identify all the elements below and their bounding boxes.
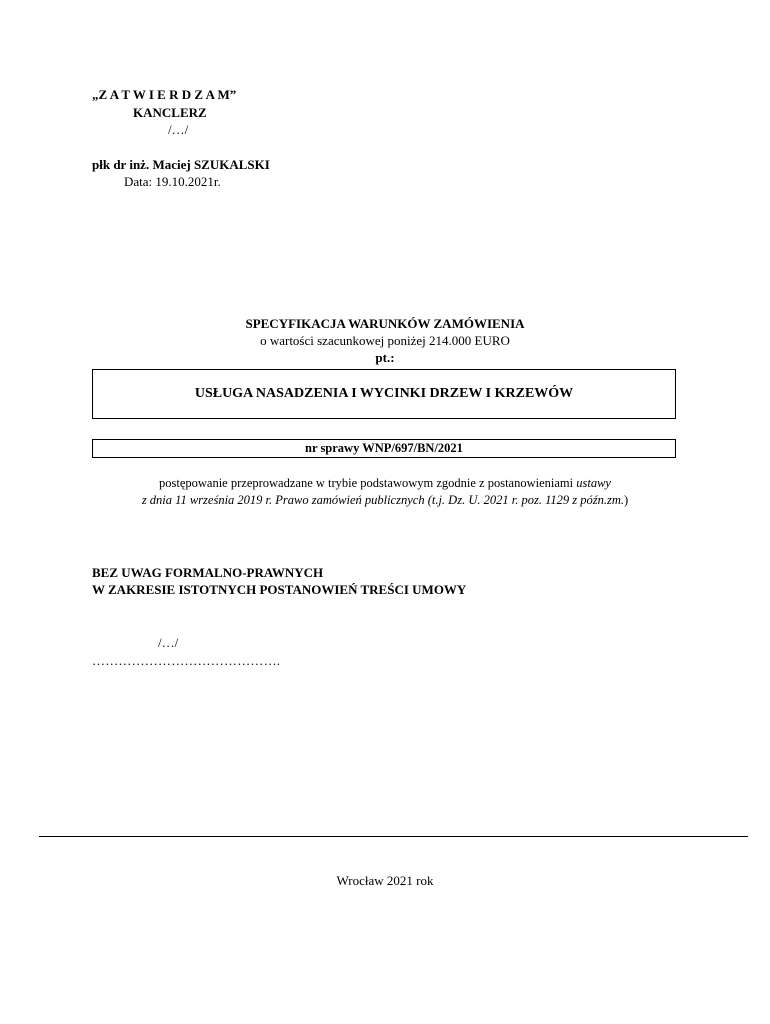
approval-role: KANCLERZ [133, 105, 207, 120]
procedure-line-2 [0, 493, 770, 508]
pt-label: pt.: [375, 350, 395, 365]
legal-note-line-1: BEZ UWAG FORMALNO-PRAWNYCH [92, 565, 324, 580]
footer-divider [39, 836, 748, 837]
value-note: o wartości szacunkowej poniżej 214.000 EURO [260, 333, 510, 348]
document-title: SPECYFIKACJA WARUNKÓW ZAMÓWIENIA [245, 316, 525, 331]
legal-signature: /…/ [158, 635, 179, 650]
case-number-box [92, 439, 676, 458]
procedure-law-ref: ustawy [576, 476, 611, 490]
procedure-closing: ) [624, 493, 629, 507]
procedure-law-citation: z dnia 11 września 2019 r. Prawo zamówień publicznych (t.j. Dz. U. 2021 r. poz. 1129 z późn.zm. [141, 493, 625, 507]
procedure-text: postępowanie przeprowadzane w trybie podstawowym zgodnie z postanowieniami [159, 476, 577, 490]
case-number: nr sprawy WNP/697/BN/2021 [305, 441, 463, 455]
footer-place-year: Wrocław 2021 rok [336, 873, 434, 888]
procedure-line-1 [0, 476, 770, 491]
service-title-box [92, 369, 676, 419]
service-title: USŁUGA NASADZENIA I WYCINKI DRZEW I KRZEWÓW [194, 386, 574, 401]
signature-dots: ……………………………………. [92, 653, 281, 668]
approval-title: „Z A T W I E R D Z A M” [92, 87, 237, 102]
approval-date: Data: 19.10.2021r. [124, 174, 221, 189]
legal-note-line-2: W ZAKRESIE ISTOTNYCH POSTANOWIEŃ TREŚCI UMOWY [92, 582, 467, 597]
approver-name: płk dr inż. Maciej SZUKALSKI [92, 157, 270, 172]
approval-signature: /…/ [168, 122, 189, 137]
